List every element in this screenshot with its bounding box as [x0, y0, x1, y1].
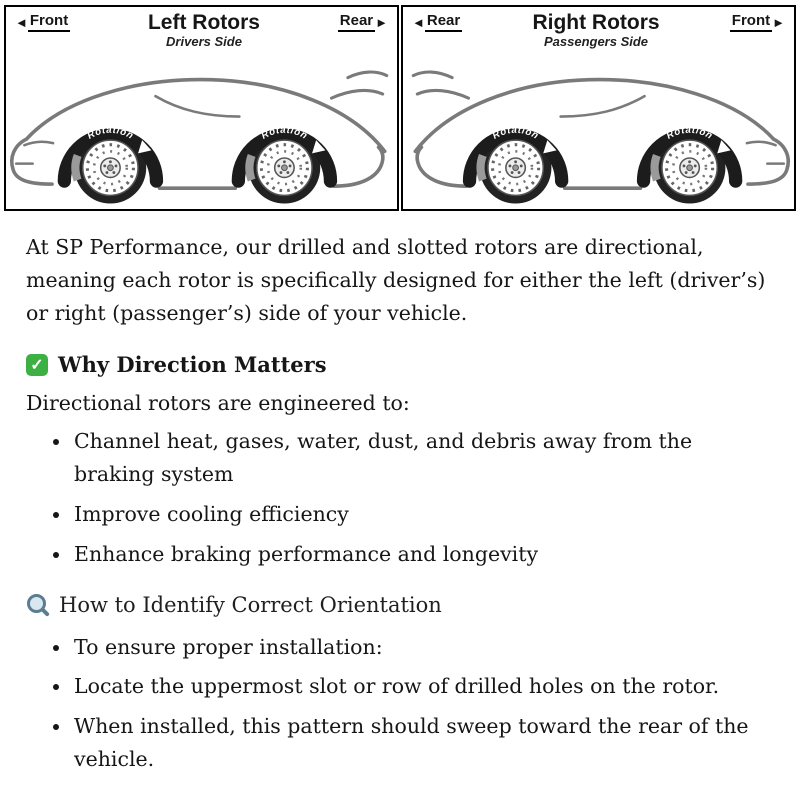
- right-car-wheels: [470, 125, 736, 204]
- left-car-illustration: [6, 49, 397, 209]
- panel-subtitle: Drivers Side: [166, 34, 242, 50]
- wheel-rotor: [644, 125, 736, 204]
- rear-direction-label: ◄ Rear: [412, 12, 462, 32]
- why-direction-matters-heading: [26, 352, 774, 377]
- left-car-wheels: [64, 125, 330, 204]
- check-icon: ✓: [26, 354, 48, 376]
- list-item: • Locate the uppermost slot or row of drilled holes on the rotor.: [72, 670, 774, 703]
- arrow-left-icon: ◄: [15, 14, 28, 30]
- magnifier-icon: [26, 593, 50, 617]
- heading-text: Why Direction Matters: [58, 352, 327, 378]
- panel-subtitle: Passengers Side: [543, 34, 649, 50]
- front-direction-label: Front ►: [730, 12, 785, 32]
- page: [0, 5, 800, 808]
- left-rotors-panel: [4, 5, 399, 211]
- wheel-rotor: [64, 125, 156, 204]
- rear-direction-label: Rear ►: [338, 12, 388, 32]
- rotor-direction-diagram: [4, 5, 796, 211]
- article-body: [0, 211, 800, 808]
- panel-title: Left Rotors: [147, 11, 260, 34]
- front-direction-label: ◄ Front: [15, 12, 70, 32]
- right-rotors-panel: [401, 5, 796, 211]
- svg-text:Rotation: Rotation: [85, 124, 136, 142]
- orientation-bullet-list: [26, 631, 774, 776]
- identify-orientation-heading: [26, 593, 774, 617]
- panel-title: Right Rotors: [532, 11, 660, 34]
- svg-text:Rotation: Rotation: [259, 124, 310, 142]
- why-lead: Directional rotors are engineered to:: [26, 391, 410, 416]
- heading-text: How to Identify Correct Orientation: [59, 592, 442, 617]
- list-item: • To ensure proper installation:: [72, 631, 774, 664]
- list-item: • Channel heat, gases, water, dust, and debris away from the braking system: [72, 425, 774, 491]
- arrow-left-icon: ◄: [412, 14, 425, 30]
- list-item: • Enhance braking performance and longevity: [72, 538, 774, 571]
- wheel-rotor: [238, 125, 330, 204]
- why-bullet-list: [26, 425, 774, 570]
- arrow-right-icon: ►: [375, 14, 388, 30]
- list-item: • Improve cooling efficiency: [72, 498, 774, 531]
- list-item: • When installed, this pattern should sweep toward the rear of the vehicle.: [72, 710, 774, 776]
- right-panel-header: [403, 7, 794, 49]
- right-car-illustration: [403, 49, 794, 209]
- arrow-right-icon: ►: [772, 14, 785, 30]
- svg-text:Rotation: Rotation: [664, 124, 715, 142]
- left-panel-header: [6, 7, 397, 49]
- svg-text:Rotation: Rotation: [490, 124, 541, 142]
- intro-paragraph: At SP Performance, our drilled and slotted rotors are directional, meaning each rotor is specifically designed for either the left (driver’s) or right (passenger’s) side of your vehicle.: [26, 234, 766, 326]
- wheel-rotor: [470, 125, 562, 204]
